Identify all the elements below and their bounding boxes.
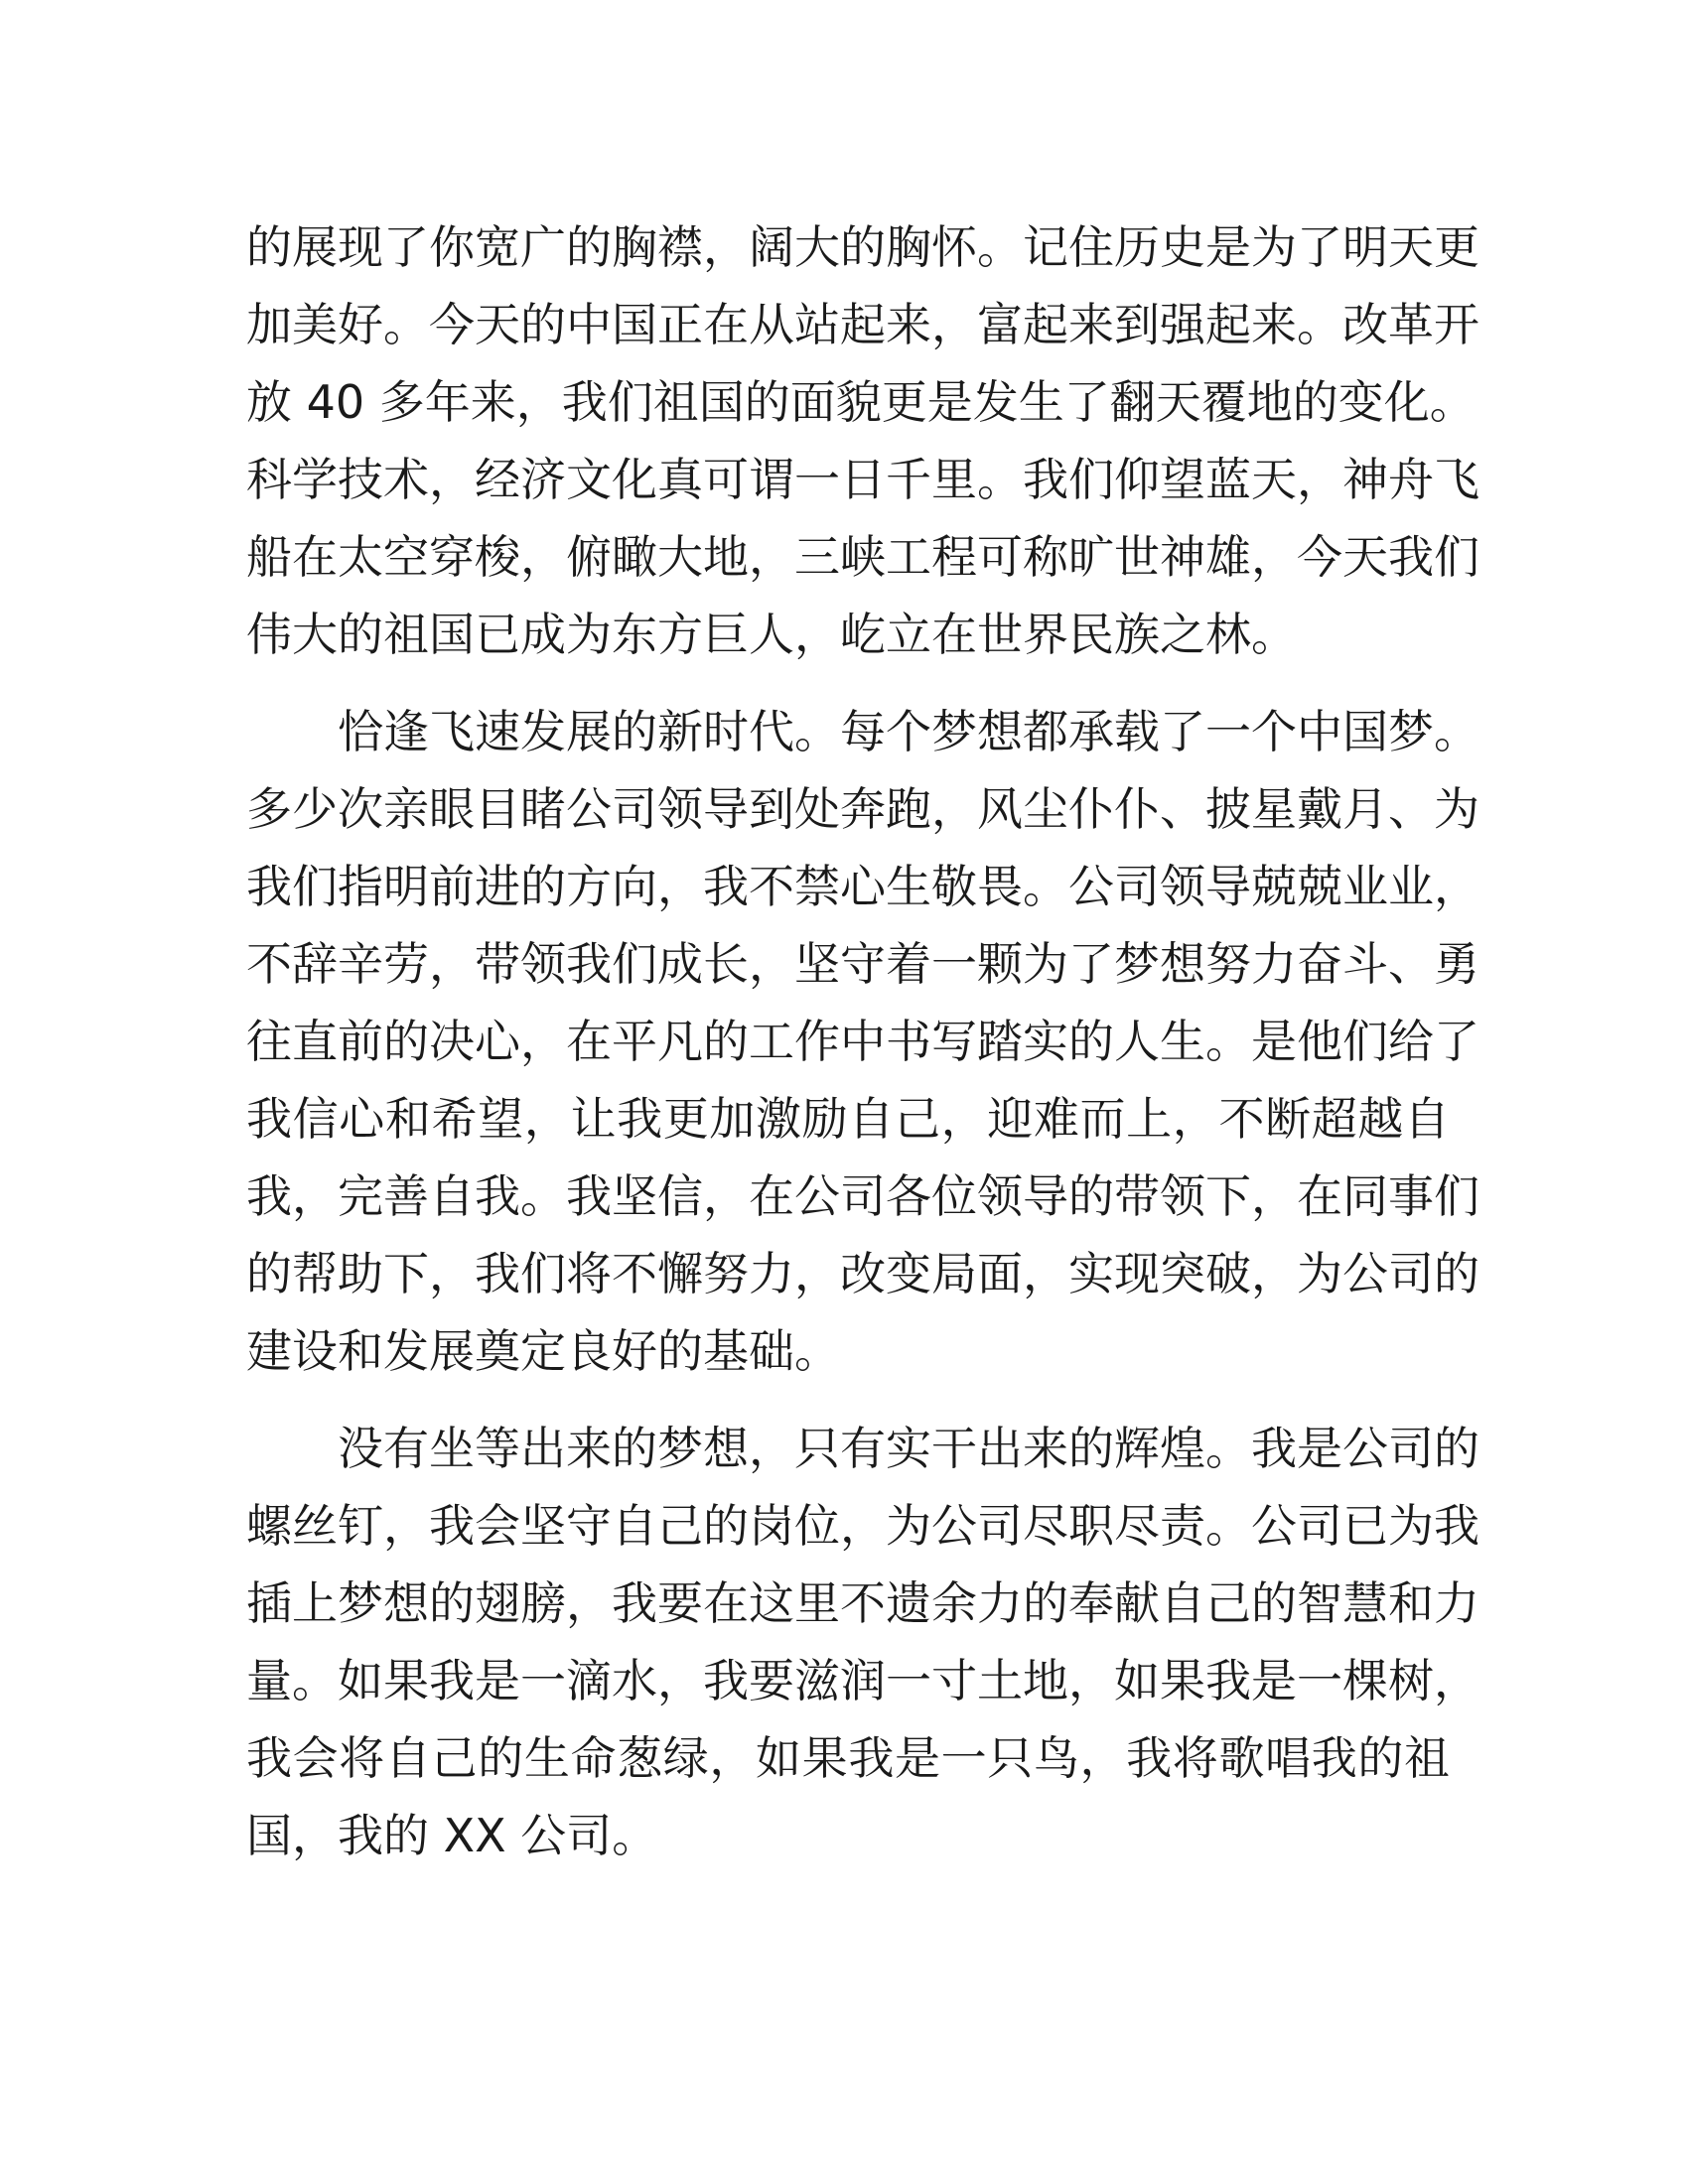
text-line: 恰逢飞速发展的新时代。每个梦想都承载了一个中国梦。 xyxy=(338,705,1479,758)
text-line: 螺丝钉，我会坚守自己的岗位，为公司尽职尽责。公司已为我 xyxy=(246,1499,1479,1553)
text-line: 插上梦想的翅膀，我要在这里不遗余力的奉献自己的智慧和力 xyxy=(246,1576,1479,1630)
text-line: 量。如果我是一滴水，我要滋润一寸土地，如果我是一棵树， xyxy=(246,1654,1479,1707)
text-line: 不辞辛劳，带领我们成长，坚守着一颗为了梦想努力奋斗、勇 xyxy=(246,937,1479,991)
text-line: 科学技术，经济文化真可谓一日千里。我们仰望蓝天，神舟飞 xyxy=(246,453,1479,506)
text-line: 建设和发展奠定良好的基础。 xyxy=(246,1324,840,1378)
text-line: 我，完善自我。我坚信，在公司各位领导的带领下，在同事们 xyxy=(246,1169,1479,1223)
text-line: 我们指明前进的方向，我不禁心生敬畏。公司领导兢兢业业， xyxy=(246,860,1479,913)
text-line: 船在太空穿梭，俯瞰大地，三峡工程可称旷世神雄，今天我们 xyxy=(246,530,1479,584)
paragraph-3 xyxy=(246,1410,1479,1874)
text-line: 加美好。今天的中国正在从站起来，富起来到强起来。改革开 xyxy=(246,298,1479,351)
paragraph-2 xyxy=(246,693,1479,1390)
text-line: 多少次亲眼目睹公司领导到处奔跑，风尘仆仆、披星戴月、为 xyxy=(246,782,1479,836)
body-text xyxy=(246,208,1479,1894)
text-line: 的展现了你宽广的胸襟，阔大的胸怀。记住历史是为了明天更 xyxy=(246,220,1479,274)
text-line: 我会将自己的生命葱绿，如果我是一只鸟，我将歌唱我的祖 xyxy=(246,1731,1450,1785)
text-line: 放 40 多年来，我们祖国的面貌更是发生了翻天覆地的变化。 xyxy=(246,375,1476,429)
text-line: 没有坐等出来的梦想，只有实干出来的辉煌。我是公司的 xyxy=(338,1422,1479,1475)
paragraph-1 xyxy=(246,208,1479,673)
text-line: 的帮助下，我们将不懈努力，改变局面，实现突破，为公司的 xyxy=(246,1247,1479,1300)
text-line: 国，我的 XX 公司。 xyxy=(246,1809,658,1862)
text-line: 伟大的祖国已成为东方巨人，屹立在世界民族之林。 xyxy=(246,608,1297,661)
text-line: 往直前的决心，在平凡的工作中书写踏实的人生。是他们给了 xyxy=(246,1015,1479,1068)
text-line: 我信心和希望，让我更加激励自己，迎难而上，不断超越自 xyxy=(246,1092,1450,1146)
